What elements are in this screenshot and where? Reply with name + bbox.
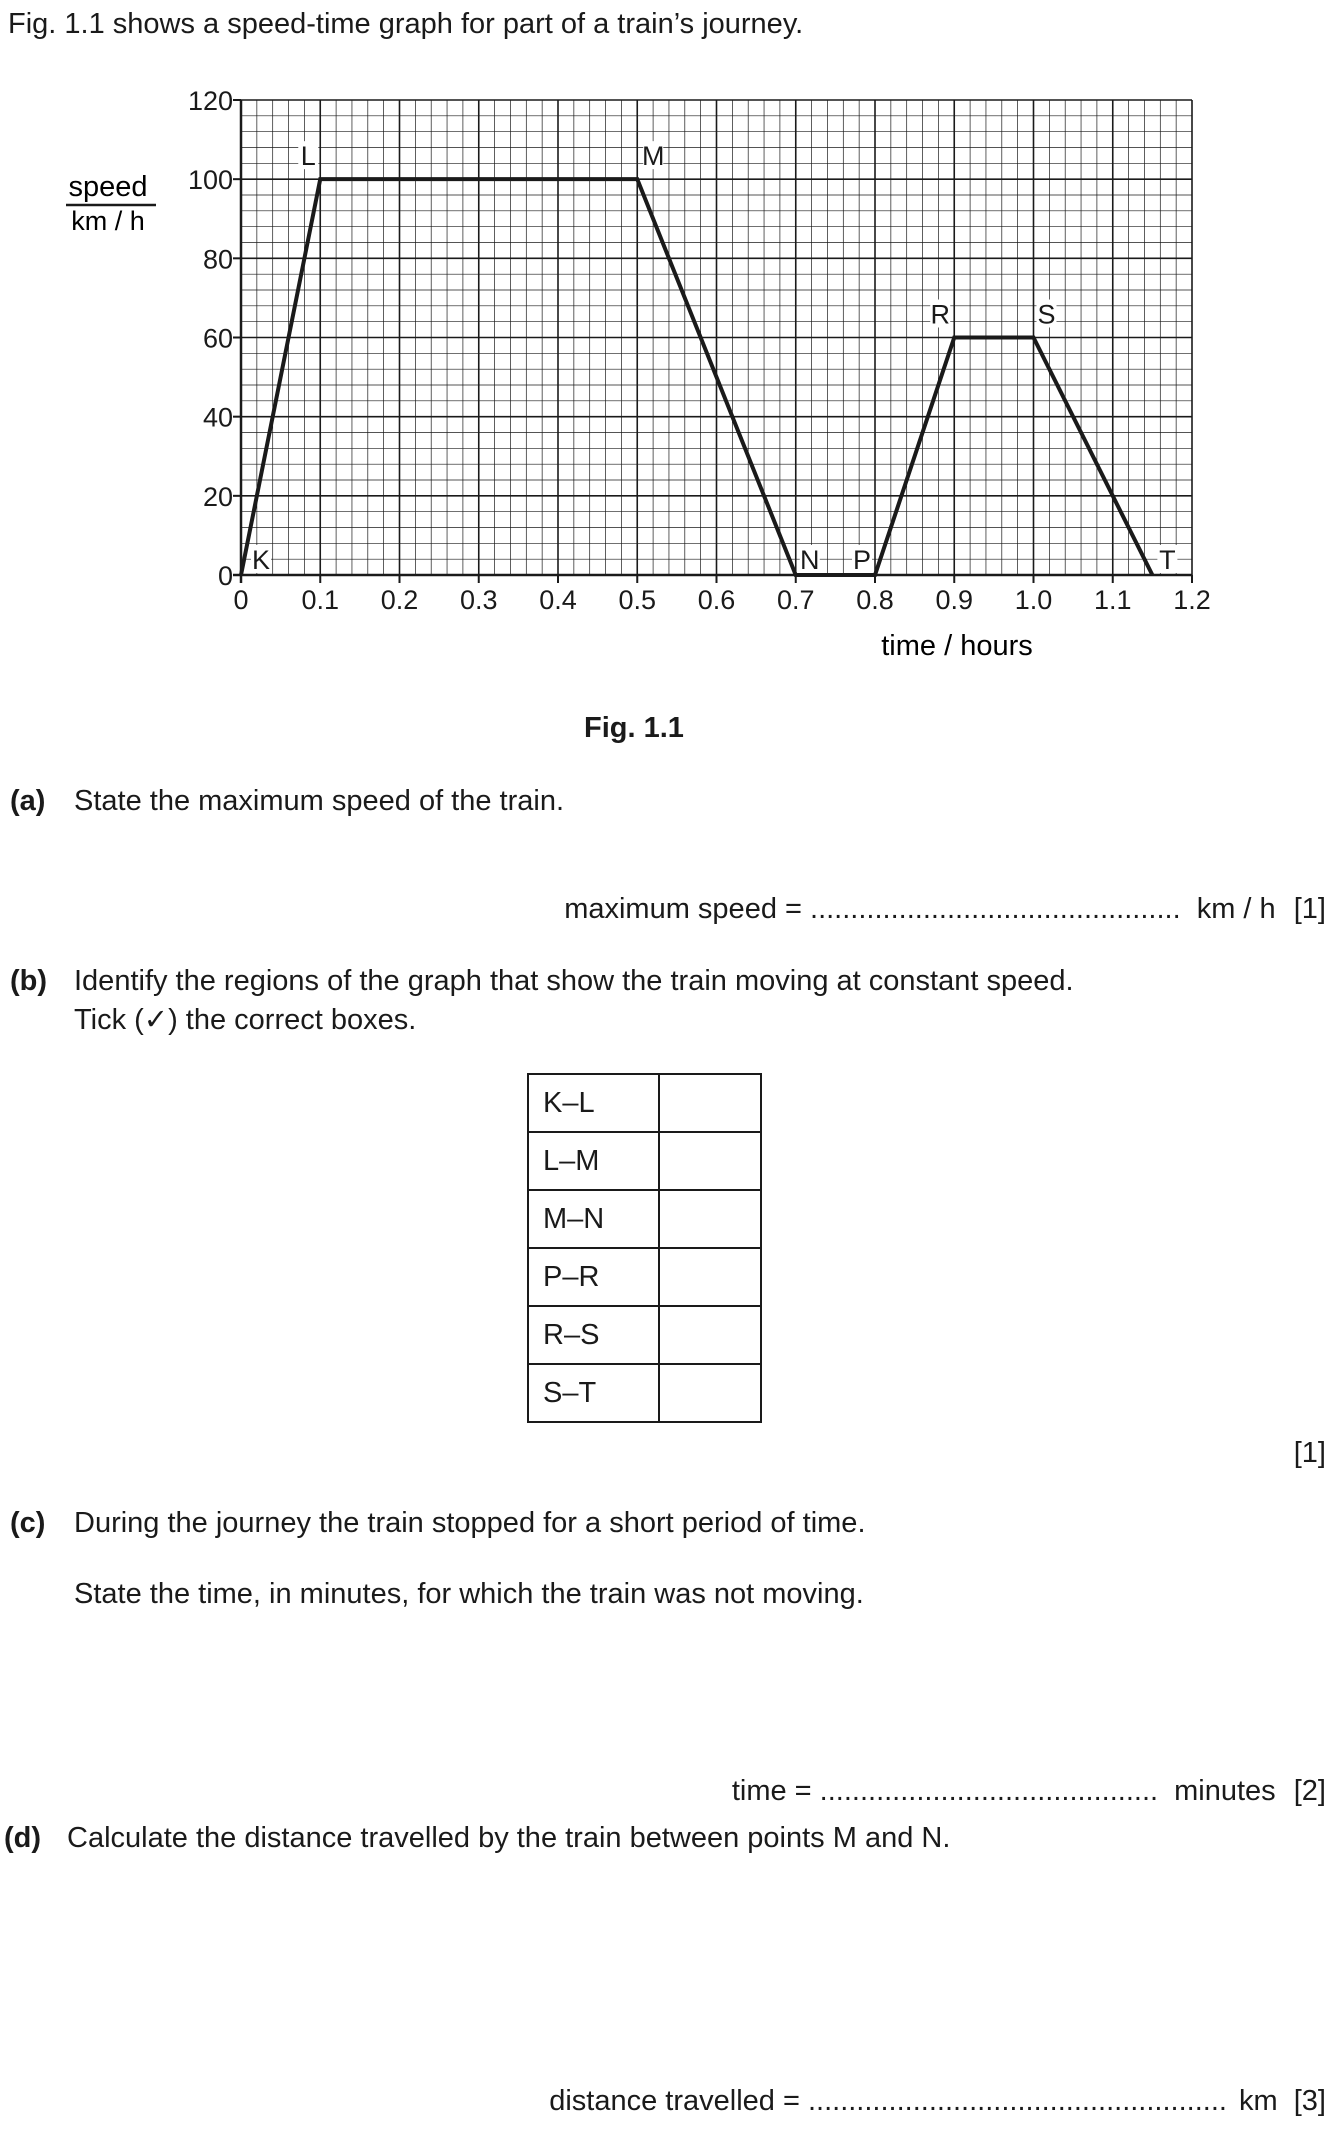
question-b-label: (b) [10,965,48,997]
point-label: N [800,545,820,575]
tick-box[interactable] [659,1074,761,1132]
table-row [528,1132,761,1190]
point-label: S [1037,299,1056,330]
tick-box-table [527,1073,762,1423]
point-label: L [300,141,316,172]
x-tick-label: 0.7 [776,585,815,615]
y-tick-label: 100 [187,165,233,196]
point-label: P [852,545,872,575]
answer-d-unit: km [1239,2085,1278,2117]
x-tick-label: 0.1 [301,585,340,615]
y-axis-label-unit: km / h [71,206,145,236]
figure-caption: Fig. 1.1 [584,712,684,744]
tick-box[interactable] [659,1248,761,1306]
region-label: P–R [528,1248,659,1306]
question-d-text: Calculate the distance travelled by the train between points M and N. [67,1822,951,1854]
x-tick-label: 1.1 [1093,585,1132,615]
answer-a-prefix: maximum speed = [564,893,802,925]
x-tick-label: 0.4 [539,585,577,615]
y-tick-label: 60 [202,323,233,354]
question-a-answer-line [564,893,1326,926]
y-tick-label: 20 [202,481,233,512]
region-label: K–L [528,1074,659,1132]
question-c-text-line2: State the time, in minutes, for which the train was not moving. [74,1578,864,1610]
region-label: L–M [528,1132,659,1190]
x-tick-label: 0.3 [459,585,498,615]
x-tick-label: 0.6 [697,585,736,615]
y-tick-label: 0 [217,561,233,591]
answer-a-unit: km / h [1196,893,1276,925]
question-d-answer-line [549,2085,1326,2118]
table-row [528,1190,761,1248]
x-tick-label: 0.8 [856,585,894,615]
question-c-answer-line [732,1775,1326,1808]
point-label: R [930,299,950,330]
table-row [528,1074,761,1132]
point-label: M [642,141,665,172]
question-b-text-line2: Tick (✓) the correct boxes. [74,1004,417,1036]
answer-c-marks: [2] [1293,1775,1326,1807]
x-tick-label: 0.5 [618,585,657,615]
x-tick-label: 0 [233,585,249,615]
axes [233,100,1192,583]
question-c-label: (c) [10,1507,46,1539]
answer-d-dots[interactable]: .................................................... [807,2085,1227,2117]
question-a-text: State the maximum speed of the train. [74,785,565,817]
point-label: K [251,545,271,575]
answer-d-prefix: distance travelled = [549,2085,800,2117]
question-b-marks: [1] [1293,1437,1326,1469]
table-row [528,1306,761,1364]
question-b-text-line1: Identify the regions of the graph that show the train moving at constant speed. [74,965,1074,997]
y-tick-label: 40 [202,402,233,433]
point-label: T [1159,545,1176,575]
region-label: R–S [528,1306,659,1364]
answer-c-dots[interactable]: .......................................... [819,1775,1159,1807]
answer-a-marks: [1] [1293,893,1326,925]
x-tick-label: 0.9 [935,585,974,615]
answer-c-prefix: time = [731,1775,812,1807]
tick-box[interactable] [659,1190,761,1248]
x-axis-label: time / hours [881,630,1033,662]
intro-text: Fig. 1.1 shows a speed-time graph for part of a train’s journey. [8,8,804,40]
answer-c-unit: minutes [1174,1775,1276,1807]
y-axis-label-speed: speed [68,171,148,203]
speed-time-graph [0,0,1339,760]
tick-box[interactable] [659,1364,761,1422]
answer-a-dots[interactable]: .............................................. [810,893,1181,925]
region-label: S–T [528,1364,659,1422]
question-a-label: (a) [10,785,46,817]
y-tick-label: 80 [202,244,233,275]
y-tick-labels [188,86,241,591]
x-tick-label: 1.2 [1173,585,1211,615]
region-label: M–N [528,1190,659,1248]
table-row [528,1248,761,1306]
speed-line [241,179,1152,575]
question-d-label: (d) [4,1822,42,1854]
y-tick-label: 120 [187,86,233,116]
answer-d-marks: [3] [1293,2085,1326,2117]
tick-box[interactable] [659,1132,761,1190]
x-tick-labels [233,575,1210,615]
tick-box[interactable] [659,1306,761,1364]
x-tick-label: 0.2 [380,585,419,615]
table-row [528,1364,761,1422]
x-tick-label: 1.0 [1014,585,1053,615]
question-c-text-line1: During the journey the train stopped for a short period of time. [74,1507,866,1539]
point-labels [251,141,1177,575]
